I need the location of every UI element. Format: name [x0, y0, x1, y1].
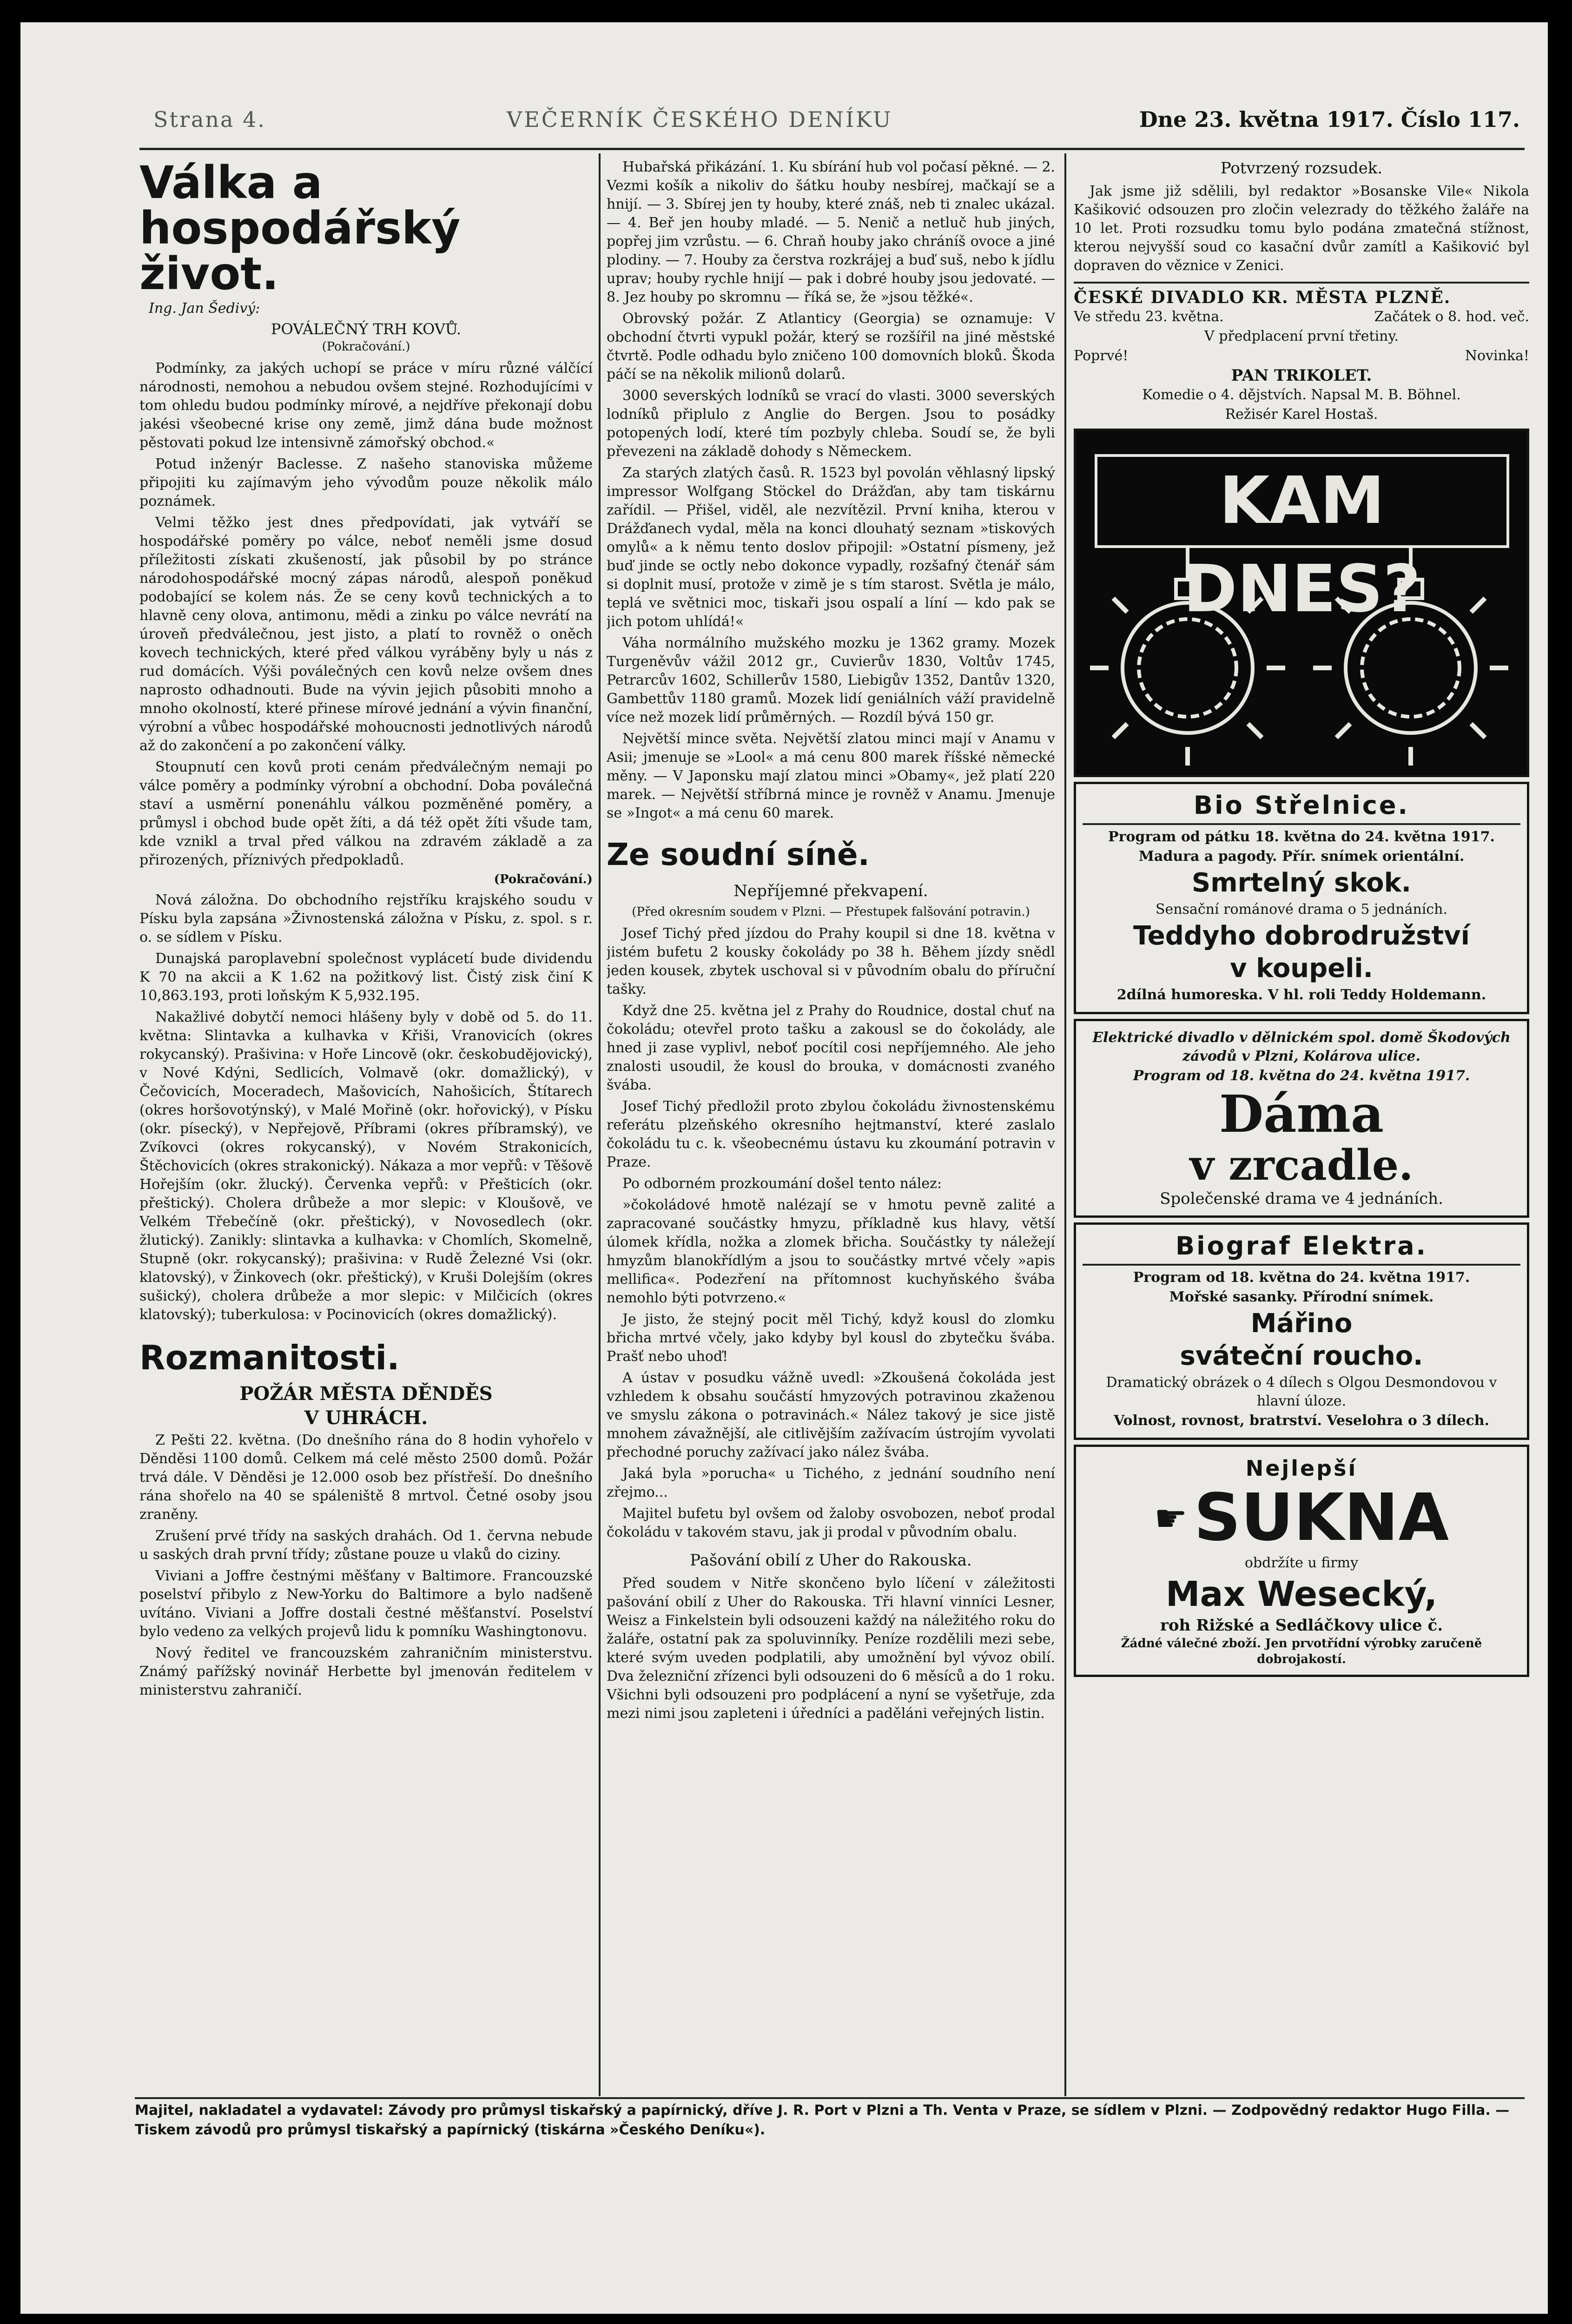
column-1 [139, 158, 593, 2101]
film-title: v zrcadle. [1189, 1141, 1413, 1190]
fire-headline: POŽÁR MĚSTA DĚNDĚS [239, 1383, 493, 1405]
film-line: Dramatický obrázek o 4 dílech s Olgou Desmondovou v hlavní úloze. [1106, 1374, 1497, 1409]
news-item: Dunajská paroplavební společnost vyplácetí bude dividendu K 70 na akcii a K 1.62 na požitkový list. Čistý zisk činí K 10,863.193, proti loňským K 5,932.195. [139, 951, 593, 1004]
theatre-date-row [1074, 308, 1529, 326]
play-title: PAN TRIKOLET. [1231, 366, 1372, 385]
issue-date: Dne 23. května 1917. Číslo 117. [1139, 107, 1520, 132]
column-rule-1 [599, 153, 601, 2096]
news-item: 3000 severských lodníků se vrací do vlasti. 3000 severských lodníků připlulo z Anglie do Bergen. Jsou to posádky potopených lodí, které tím pozbyly chleba. Soudí se, že byli převezeni na základě dohody s Německem. [607, 388, 1055, 460]
case-subtitle: (Před okresním soudem v Plzni. — Přestupek falšování potravin.) [632, 905, 1030, 919]
ad-headline-row [1083, 1480, 1520, 1556]
biograf-elektra-ad [1074, 1222, 1529, 1440]
ad-headline: SUKNA [1194, 1480, 1449, 1556]
film-line: Mořské sasanky. Přírodní snímek. [1169, 1289, 1434, 1305]
film-title: sváteční roucho. [1180, 1341, 1423, 1371]
kam-dnes-title: KAM DNES? [1095, 454, 1509, 548]
article-paragraph: Potud inženýr Baclesse. Z našeho stanoviska můžeme připojiti ku zajímavým jeho vývodům pouze několik málo poznámek. [139, 456, 593, 509]
film-title: Dáma [1219, 1084, 1384, 1144]
article-subtitle: POVÁLEČNÝ TRH KOVŮ. [271, 320, 462, 338]
film-line: Volnost, rovnost, bratrství. Veselohra o 3 dílech. [1113, 1413, 1490, 1429]
verdict-title: Potvrzený rozsudek. [1220, 159, 1383, 178]
bio-strelnice-ad [1074, 782, 1529, 1014]
lamp-illustration-icon [1081, 547, 1518, 770]
theatre-novelty: Novinka! [1465, 348, 1529, 364]
news-item: Obrovský požár. Z Atlanticy (Georgia) se oznamuje: V obchodní čtvrti vypukl požár, který se rozšířil na jiné městské čtvrtě. Podle odhadu bylo zničeno 100 domovních bloků. Škoda páčí se na několik milionů dolarů. [607, 310, 1055, 383]
sukna-ad [1074, 1445, 1529, 1677]
news-item: Váha normálního mužského mozku je 1362 gramy. Mozek Turgeněvův vážil 2012 gr., Cuvierův 1830, Voltův 1745, Petrarcův 1602, Schillerův 1580, Liebigův 1352, Dantův 1320, Gambettův 1180 gramů. Mozek lidí geniálních váží pravidelně více než mozek lidí průměrných. — Rozdíl bývá 150 gr. [607, 635, 1055, 726]
cinema-program: Program od 18. května do 24. května 1917. [1133, 1068, 1470, 1084]
cinema-program: Program od pátku 18. května do 24. května 1917. [1108, 829, 1495, 845]
imprint-footer: Majitel, nakladatel a vydavatel: Závody pro průmysl tiskařský a papírnický, dříve J. R. Port v Plzni a Th. Venta v Praze, se sídlem v Plzni. — Zodpovědný redaktor Hugo Filla. — Tiskem závodů pro průmysl tiskařský a papírnický (tiskárna »Českého Deníku«). [135, 2102, 1510, 2138]
ad-line: obdržíte u firmy [1244, 1555, 1359, 1571]
case-paragraph: Jaká byla »porucha« u Tichého, z jednání soudního není zřejmo... [607, 1466, 1055, 1500]
film-line: Společenské drama ve 4 jednáních. [1160, 1189, 1443, 1208]
news-item: Největší mince světa. Největší zlatou minci mají v Anamu v Asii; jmenuje se »Lool« a má cenu 800 marek říšské německé měny. — V Japonsku mají zlatou minci »Obamy«, jež platí 220 marek. — Největší stříbrná mince je rovněž v Anamu. Jmenuje se »Ingot« a má cenu 60 marek. [607, 731, 1055, 821]
kam-dnes-banner [1074, 429, 1529, 777]
theatre-name: ČESKÉ DIVADLO KR. MĚSTA PLZNĚ. [1074, 288, 1451, 307]
news-item: Hubařská přikázání. 1. Ku sbírání hub vol počasí pěkné. — 2. Vezmi košík a nikoliv do šátku houby nesbírej, mačkají se a hnijí. — 3. Sbírej jen ty houby, které znáš, neb ti znalec ukázal. — 4. Beř jen houby mladé. — 5. Nenič a netluč hub jiných, popřej jim vzrůstu. — 6. Chraň houby jako chráníš ovoce a jiné plodiny. — 7. Houby za čerstva rozkrájej a buď suš, nebo k jídlu uprav; houby rychle hnijí — pak i dobré houby jsou jedovaté. — 8. Jez houby po skromnu — říká se, že »jsou těžké«. [607, 159, 1055, 305]
footer-rule [135, 2097, 1525, 2099]
article-paragraph: Podmínky, za jakých uchopí se práce v míru různé válčící národnosti, nemohou a nebudou ovšem stejné. Rozhodujícími v tom ohledu budou podmínky mírové, a nejdříve překonají dobu jakési všeobecné krise ony země, jimž dána bude možnost pěstovati pokud lze intensivně zámořský obchod.« [139, 360, 593, 451]
theatre-date: Ve středu 23. května. [1074, 309, 1224, 325]
verdict-text: Jak jsme již sdělili, byl redaktor »Bosanske Vile« Nikola Kašiković odsouzen pro zločin velezrady do těžkého žaláře na 10 let. Proti rozsudku tomu bylo podána zmatečná stížnost, kterou nejvyšší soud co kasační dvůr zamítl a Kašiković byl dopraven do věznice v Zenici. [1074, 183, 1529, 274]
paper-name: VEČERNÍK ČESKÉHO DENÍKU [507, 107, 893, 132]
article-paragraph: Velmi těžko jest dnes předpovídati, jak vytváří se hospodářské poměry po válce, neboť neměli jsme dosud příležitosti získati zkušeností, jak působil by po stránce národohospodářské mocný zápas národů, alespoň poněkud podobající se kolem nás. Že se ceny kovů technických a to hlavně ceny olova, antimonu, mědi a zinku po válce nevrátí na úroveň předválečnou, jest jisto, a platí to rovněž o oněch kovech technických, které před válkou vyráběny byly u nás z rud domácích. Výši poválečných cen kovů nelze ovšem dnes naprosto odhadnouti. Bude na vývin jejich působiti mnoho a mnoho okolností, které přinese mírové jednání a vývin finanční, výrobní a vůbec hospodářské mohoucnosti jednotlivých národů až do zakončení a po zakončení války. [139, 515, 593, 754]
case-paragraph: Josef Tichý před jízdou do Prahy koupil si dne 18. května v jistém bufetu 2 kousky čokolády po 38 h. Během jízdy snědl jeden kousek, zbytek uschoval si v původním obalu do příruční tašky. [607, 925, 1055, 997]
theatre-premiere: Poprvé! [1074, 348, 1129, 364]
film-title: Mářino [1250, 1308, 1353, 1339]
theatre-start: Začátek o 8. hod. več. [1374, 309, 1529, 325]
film-line: 2dílná humoreska. V hl. roli Teddy Holdemann. [1116, 987, 1486, 1003]
section-title: Rozmanitosti. [139, 1338, 400, 1377]
ad-firm: Max Wesecký, [1165, 1574, 1438, 1614]
case-paragraph: Před soudem v Nitře skončeno bylo líčení v záležitosti pašování obilí z Uher do Rakouska. Tři hlavní vinníci Lesner, Weisz a Finkelstein byli odsouzeni každý na náležitého roku do žaláře, ostatní pak za spoluvinníky. Peníze rozdělili mezi sebe, které svým uveden podplatili, aby umožnění byl vývoz obilí. Dva železniční zřízenci byli odsouzeni do 6 měsíců a do 1 roku. Všichni byli odsouzeni pro podplácení a nyní se vyšetřuje, zda mezi nimi jsou zapleteni i úředníci a paděláni veřejných listin. [607, 1575, 1055, 1722]
news-item: Zrušení prvé třídy na saských drahách. Od 1. června nebude u saských drah první třídy; zůstane pouze u vlaků do ciziny. [139, 1528, 593, 1563]
case-title: Pašování obilí z Uher do Rakouska. [690, 1551, 972, 1570]
article-author: Ing. Jan Šedivý: [149, 300, 260, 317]
news-item: Nový ředitel ve francouzském zahraničním ministerstvu. Známý pařížský novinář Herbette byl jmenován ředitelem v ministerstvu zahraničí. [139, 1645, 593, 1698]
case-title: Nepříjemné překvapení. [733, 882, 928, 900]
film-title: v koupeli. [1230, 953, 1373, 984]
play-info: Komedie o 4. dějstvích. Napsal M. B. Böhnel. [1142, 387, 1461, 403]
ad-address: roh Rižské a Sedláčkovy ulice č. [1160, 1616, 1443, 1635]
case-paragraph: Když dne 25. května jel z Prahy do Roudnice, dostal chuť na čokoládu; otevřel proto tašku a zakousl se do čokolády, ale hned ji zase vyplivl, neboť pocítil cosi nepříjemného. Ale jeho znalosti usoudil, že kousl do brouka, v domácnosti zvaného švába. [607, 1003, 1055, 1093]
skoda-theatre-ad [1074, 1019, 1529, 1218]
theatre-subscription: V předplacení první třetiny. [1204, 328, 1399, 344]
film-title: Smrtelný skok. [1191, 868, 1412, 898]
cinema-name: Biograf Elektra. [1175, 1231, 1428, 1261]
pointing-hand-icon: ☛ [1154, 1496, 1188, 1540]
fire-headline-2: V UHRÁCH. [304, 1407, 428, 1429]
case-paragraph: Je jisto, že stejný pocit měl Tichý, když kousl do zlomku břicha mrtvé včely, jako kdyby byl kousl do zbytečku švába. Prašť nebo uhoď! [607, 1311, 1055, 1365]
cinema-program: Program od 18. května do 24. května 1917. [1133, 1269, 1470, 1286]
news-item: Nakažlivé dobytčí nemoci hlášeny byly v době od 5. do 11. května: Slintavka a kulhavka v Křiši, Vranovicích (okres rokycanský). Prašivina: v Hoře Lincově (okr. českobudějovický), v Nové Kdýni, Sedlicích, Volmavě (okr. domažlický), v Čečovicích, Moceradech, Mašovicích, Nahošicích, Štítarech (okres horšovotýnský), v Malé Mořině (okr. hořovický), v Písku (okr. písecký), v Nepřejově, Příbrami (okres příbramský), ve Zvíkovci (okres rokycanský), v Novém Strakonicích, Štěchovicích (okres strakonický). Nákaza a mor vepřů: v Těšově Hořejším (okr. žlucký). Červenka vepřů: v Přešticích (okr. přeštický). Cholera drůbeže a mor slepic: v Kloušově, ve Velkém Třebečíně (okr. přeštický), v Novosedlech (okr. žlutický). Zanikly: slintavka a kulhavka: v Chomlích, Skomelně, Stupně (okr. rokycanský); prašivina: v Rudě Železné Vsi (okr. klatovský), v Žinkovech (okr. přeštický), v Kruši Dolejším (okres sušický), cholera drůbeže a mor slepic: v Milčicích (okres klatovský); tuberkulosa: v Pocinovicích (okres domažlický). [139, 1009, 593, 1323]
column-2 [607, 158, 1055, 2101]
case-paragraph: Po odborném prozkoumání došel tento nález: [622, 1175, 942, 1192]
theatre-notice [1074, 282, 1529, 424]
ad-kicker: Nejlepší [1245, 1456, 1358, 1481]
cinema-name: Bio Střelnice. [1193, 791, 1410, 820]
case-paragraph: Majitel bufetu byl ovšem od žaloby osvobozen, neboť prodal čokoládu v takovém stavu, jak ji prodal v původním obalu. [607, 1505, 1055, 1540]
news-item: Z Pešti 22. května. (Do dnešního rána do 8 hodin vyhořelo v Děnděsi 1100 domů. Celkem má celé město 2500 domů. Požár trvá dále. V Děnděsi je 12.000 osob bez přístřeší. Do dnešního rána shořelo na 40 se spáleniště 8 mrtvol. Četné osoby jsou zraněny. [139, 1432, 593, 1523]
theatre-premiere-row [1074, 347, 1529, 365]
film-title: Teddyho dobrodružství [1133, 921, 1470, 951]
header-rule [139, 148, 1525, 150]
case-paragraph: A ústav v posudku vážně uvedl: »Zkoušená čokoláda jest vzhledem k obsahu součástí hmyzových potravinou zkaženou ve smyslu zákona o potravinách.« Nález takový je sice jistě mnohem závažnější, ale citlivějším zažívacím ústrojím vyvolati přechodné poruchy zažívací jako nález švába. [607, 1370, 1055, 1460]
page-header [153, 93, 1520, 137]
cinema-name: Elektrické divadlo v dělnickém spol. domě Škodových závodů v Plzni, Kolárova ulice. [1092, 1030, 1511, 1064]
case-paragraph: »čokoládové hmotě nalézají se v hmotu pevně zalité a zapracované součástky hmyzu, příkladně kus hlavy, větší úlomek křídla, nožka a zlomek břicha. Součástky ty náležejí hmyzům blanokřídlým a jsou to součástky mrtvé včely »apis mellifica«. Podezření na přítomnost kuchyňského švába nemohlo býti potvrzeno.« [607, 1197, 1055, 1306]
play-director: Režisér Karel Hostaš. [1225, 406, 1378, 423]
section-title: Ze soudní síně. [607, 837, 870, 872]
continued-note: (Pokračování.) [494, 872, 593, 886]
article-paragraph: Stoupnutí cen kovů proti cenám předválečným nemaji po válce poměry a podmínky výrobní a obchodní. Doba poválečná staví a usměrní ponenáhlu válkou pozměněné poměry, a průmysl i obchod bude opět žíti, a dá též opět žíti všude tam, kde vznikl a trval před válkou na zdravém základě a za přirozených, příznivých předpokladů. [139, 759, 593, 868]
continued-note: (Pokračování.) [322, 340, 410, 354]
news-item: Nová záložna. Do obchodního rejstříku krajského soudu v Písku byla zapsána »Živnostenská záložna v Písku, z. spol. s r. o. se sídlem v Písku. [139, 892, 593, 945]
article-title: Válka a hospodářský život. [139, 158, 461, 300]
ad-note: Žádné válečné zboží. Jen prvotřídní výrobky zaručeně dobrojakostí. [1121, 1637, 1482, 1666]
film-line: Sensační románové drama o 5 jednáních. [1155, 901, 1448, 918]
column-rule-2 [1064, 153, 1066, 2096]
news-item: Za starých zlatých časů. R. 1523 byl povolán věhlasný lipský impressor Wolfgang Stöckel do Drážďan, aby tam tiskárnu zařídil. — Přišel, viděl, ale nezvítězil. První kniha, kterou v Drážďanech vydal, měla na konci dlouhatý seznam »tiskových omylů« a k němu tento doslov připojil: »Ostatní písmeny, jež buď jinde se octly nebo dokonce vypadly, rozšafný čtenář sám si doplnit musí, protože v zimě je s tím starost. Světla je málo, teplá ve světnici moc, tiskaři jsou ospalí a líní — kdo pak se jich potom uhlídá!« [607, 465, 1055, 630]
column-3 [1074, 158, 1529, 2101]
case-paragraph: Josef Tichý předložil proto zbylou čokoládu živnostenskému referátu plzeňského okresního hejtmanství, které zaslalo čokoládu tu c. k. všeobecnému ústavu ku zkoumání potravin v Praze. [607, 1098, 1055, 1170]
news-item: Viviani a Joffre čestnými měšťany v Baltimore. Francouzské poselství přibylo z New-Yorku do Baltimore a bylo nadšeně uvítáno. Viviani a Joffre dostali čestné měšťanství. Poselství bylo vedeno za velkých projevů lidu k pomníku Washingtonovu. [139, 1568, 593, 1640]
page-number: Strana 4. [153, 107, 266, 132]
film-line: Madura a pagody. Přír. snímek orientální. [1138, 848, 1465, 865]
